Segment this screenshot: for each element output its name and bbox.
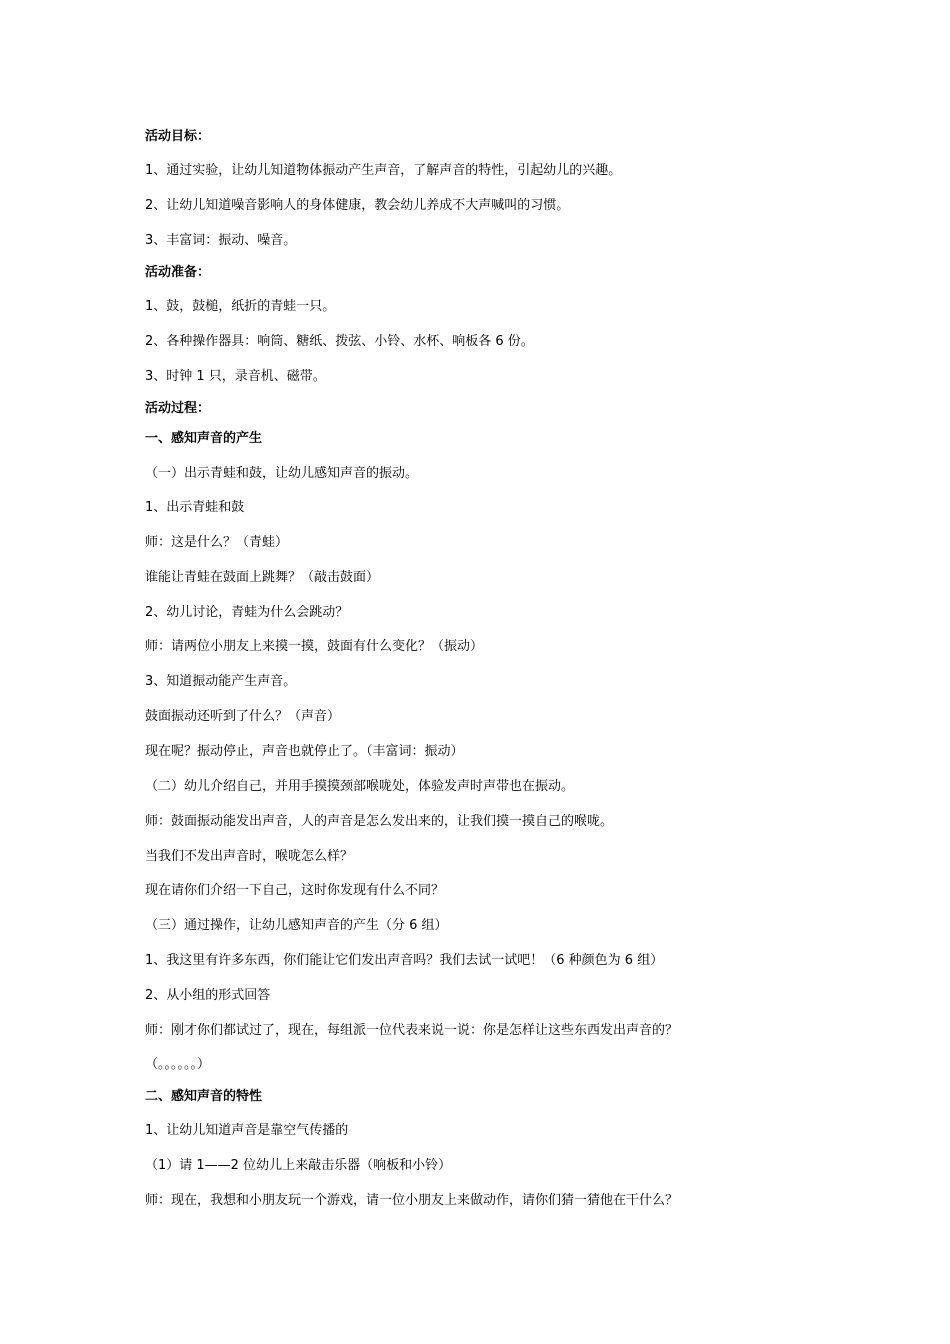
heading-activity-process: 活动过程： [145,401,211,416]
paragraph-line: （一）出示青蛙和鼓，让幼儿感知声音的振动。 [145,466,419,481]
paragraph-line: 师：现在，我想和小朋友玩一个游戏，请一位小朋友上来做动作，请你们猜一猜他在干什么？ [145,1193,679,1208]
paragraph-line: 3、知道振动能产生声音。 [145,674,297,689]
section-heading-1: 一、感知声音的产生 [145,431,263,446]
paragraph-line: 现在请你们介绍一下自己，这时你发现有什么不同？ [145,883,445,898]
paragraph-line: 现在呢？振动停止，声音也就停止了。（丰富词：振动） [145,744,464,759]
paragraph-line: （1）请 1——2 位幼儿上来敲击乐器（响板和小铃） [145,1158,452,1173]
paragraph-line: 师：刚才你们都试过了，现在，每组派一位代表来说一说：你是怎样让这些东西发出声音的？ [145,1023,679,1038]
heading-activity-preparation: 活动准备： [145,265,211,280]
paragraph-line: 当我们不发出声音时，喉咙怎么样？ [145,849,354,864]
paragraph-line: 1、出示青蛙和鼓 [145,500,245,515]
paragraph-line: 师：这是什么？（青蛙） [145,535,289,550]
paragraph-line: 1、我这里有许多东西，你们能让它们发出声音吗？我们去试一试吧！（6 种颜色为 6 组） [145,953,664,968]
paragraph-line: （。。。。。。） [145,1057,211,1072]
paragraph-line: 3、丰富词：振动、噪音。 [145,233,297,248]
paragraph-line: （三）通过操作，让幼儿感知声音的产生（分 6 组） [145,918,448,933]
paragraph-line: （二）幼儿介绍自己，并用手摸摸颈部喉咙处，体验发声时声带也在振动。 [145,779,575,794]
paragraph-line: 2、幼儿讨论，青蛙为什么会跳动？ [145,605,349,620]
paragraph-line: 师：请两位小朋友上来摸一摸，鼓面有什么变化？（振动） [145,639,484,654]
heading-activity-goals: 活动目标： [145,129,211,144]
paragraph-line: 3、时钟 1 只，录音机、磁带。 [145,369,326,384]
paragraph-line: 谁能让青蛙在鼓面上跳舞？（敲击鼓面） [145,570,380,585]
paragraph-line: 1、让幼儿知道声音是靠空气传播的 [145,1123,349,1138]
paragraph-line: 2、各种操作器具：响筒、糖纸、拨弦、小铃、水杯、响板各 6 份。 [145,334,534,349]
paragraph-line: 1、鼓，鼓槌，纸折的青蛙一只。 [145,299,336,314]
paragraph-line: 2、让幼儿知道噪音影响人的身体健康，教会幼儿养成不大声喊叫的习惯。 [145,198,570,213]
paragraph-line: 1、通过实验，让幼儿知道物体振动产生声音，了解声音的特性，引起幼儿的兴趣。 [145,163,622,178]
paragraph-line: 鼓面振动还听到了什么？（声音） [145,709,341,724]
paragraph-line: 2、从小组的形式回答 [145,988,271,1003]
paragraph-line: 师：鼓面振动能发出声音，人的声音是怎么发出来的，让我们摸一摸自己的喉咙。 [145,814,614,829]
section-heading-2: 二、感知声音的特性 [145,1089,263,1104]
